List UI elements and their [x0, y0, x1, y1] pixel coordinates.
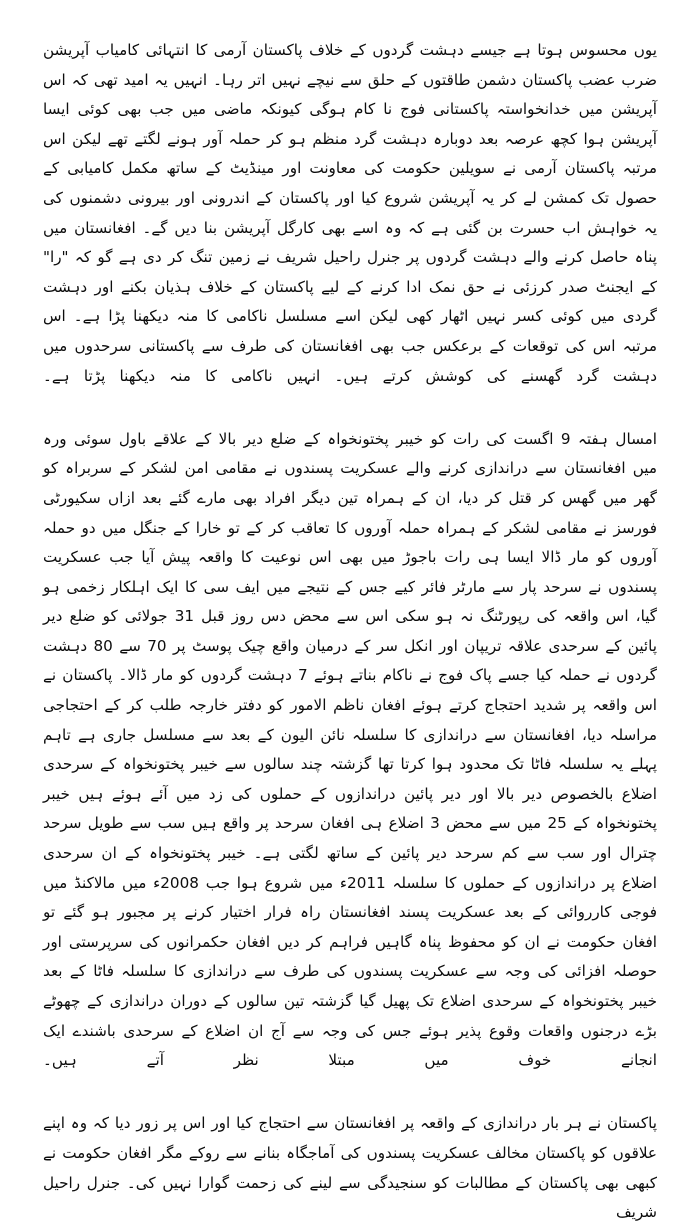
article-paragraph-3: پاکستان نے ہر بار دراندازی کے واقعہ پر افغانستان سے احتجاج کیا اور اس پر زور دیا کہ وہ اپنے علاقوں کو پاکستان مخالف عسکریت پسندوں کی آماجگاہ بنانے سے روکے مگر افغان حکومت نے کبھی بھی پاکستان کے مطالبات کو سنجیدگی سے لینے کی زحمت گوارا نہیں کی۔ جنرل راحیل شریف — [43, 1114, 657, 1222]
article-paragraph-2: امسال ہفتہ 9 اگست کی رات کو خیبر پختونخواہ کے ضلع دیر بالا کے علاقے باول سوئی ورہ میں افغانستان سے دراندازی کرنے والے عسکریت پسندوں نے مقامی امن لشکر کے سربراہ کو گھر میں گھس کر قتل کر دیا، ان کے ہمراہ تین دیگر افراد بھی مارے گئے بعد ازاں سکیورٹی فورسز نے مقامی لشکر کے ہمراہ حملہ آوروں کا تعاقب کر کے تو خارا کے جنگل میں دو حملہ آوروں کو مار ڈالا ایسا ہی رات باجوڑ میں بھی اس نوعیت کا واقعہ پیش آیا جب عسکریت پسندوں نے سرحد پار سے مارٹر فائر کیے جس کے نتیجے میں ایف سی کا ایک اہلکار زخمی ہو گیا، اس واقعہ کی رپورٹنگ نہ ہو سکی اس سے محض دس روز قبل 31 جولائی کو ضلع دیر پائین کے سرحدی علاقہ تریپان اور انکل سر کے درمیان واقع چیک پوسٹ پر 70 سے 80 دہشت گردوں نے حملہ کیا جسے پاک فوج نے ناکام بناتے ہوئے 7 دہشت گردوں کو مار ڈالا۔ پاکستان نے اس واقعہ پر شدید احتجاج کرتے ہوئے افغان ناظم الامور کو دفتر خارجہ طلب کر کے احتجاجی مراسلہ دیا، افغانستان سے دراندازی کا سلسلہ نائن الیون کے بعد سے مسلسل جاری ہے تاہم پہلے یہ سلسلہ فاٹا تک محدود ہوا کرتا تھا گزشتہ چند سالوں سے خیبر پختونخواہ کے سرحدی اضلاع بالخصوص دیر بالا اور دیر پائین دراندازوں کے حملوں کی زد میں آئے ہوئے ہیں خیبر پختونخواہ کے 25 میں سے محض 3 اضلاع ہی افغان سرحد پر واقع ہیں سب سے طویل سرحد چترال اور سب سے کم سرحد دیر پائین کے ساتھ لگتی ہے۔ خیبر پختونخواہ کے ان سرحدی اضلاع پر دراندازوں کے حملوں کا سلسلہ 2011ء میں شروع ہوا جب 2008ء میں مالاکنڈ میں فوجی کارروائی کے بعد عسکریت پسند افغانستان راہ فرار اختیار کرنے پر مجبور ہو گئے تو افغان حکومت نے ان کو محفوظ پناہ گاہیں فراہم کر دیں افغان حکمرانوں کی سرپرستی اور حوصلہ افزائی کی وجہ سے عسکریت پسندوں کی طرف سے دراندازی کا سلسلہ فاٹا کے بعد خیبر پختونخواہ کے سرحدی اضلاع تک پھیل گیا گزشتہ تین سالوں کے دوران دراندازی کے چھوٹے بڑے درجنوں واقعات وقوع پذیر ہوئے جس کی وجہ سے آج ان اضلاع کے سرحدی باشندے ایک انجانے خوف میں مبتلا نظر آتے ہیں۔ — [43, 429, 658, 1070]
article-body — [43, 36, 657, 1228]
article-paragraph-1: یوں محسوس ہوتا ہے جیسے دہشت گردوں کے خلاف پاکستان آرمی کا انتہائی کامیاب آپریشن ضرب عضب پاکستان دشمن طاقتوں کے حلق سے نیچے نہیں اتر رہا۔ انہیں یہ امید تھی کہ اس آپریشن میں خدانخواستہ پاکستانی فوج نا کام ہوگی کیونکہ ماضی میں جب بھی کوئی ایسا آپریشن ہوا کچھ عرصہ بعد دوبارہ دہشت گرد منظم ہو کر حملہ آور ہونے لگتے تھے لیکن اس مرتبہ پاکستان آرمی نے سویلین حکومت کی معاونت اور مینڈیٹ کے ساتھ مکمل کامیابی کے حصول تک کمشن لے کر یہ آپریشن شروع کیا اور پاکستان کے اندرونی اور بیرونی دشمنوں کی یہ خواہش اب حسرت بن گئی ہے کہ وہ اسے بھی کارگل آپریشن بنا دیں گے۔ افغانستان میں پناہ حاصل کرنے والے دہشت گردوں پر جنرل راحیل شریف نے زمین تنگ کر دی ہے گو کہ "را" کے ایجنٹ صدر کرزئی نے حق نمک ادا کرنے کے لیے پاکستان کے خلاف ہذیان بکنے اور دہشت گردی میں کوئی کسر نہیں اٹھار کھی لیکن اسے مسلسل ناکامی کا منہ دیکھنا پڑا ہے۔ اس مرتبہ اس کی توقعات کے برعکس جب بھی افغانستان کی طرف سے پاکستانی سرحدوں میں دہشت گرد گھسنے کی کوشش کرتے ہیں۔ انہیں ناکامی کا منہ دیکھنا پڑتا ہے۔ — [43, 41, 657, 385]
